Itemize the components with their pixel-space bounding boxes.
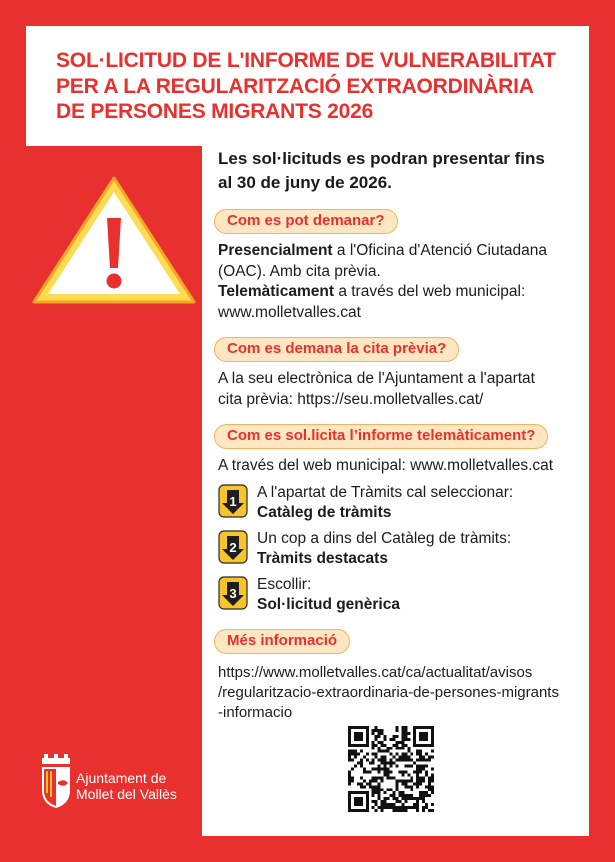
step-2-arrow-icon [218,530,248,564]
more-info-url-line-3: -informacio [218,703,293,721]
svg-text:3: 3 [229,585,237,601]
warning-triangle-icon [26,166,202,306]
step-3-arrow-icon [218,576,248,610]
appointment-line-1: A la seu electrònica de l'Ajuntament a l'apartat [218,370,535,387]
section-heading-appointment: Com es demana la cita prèvia? [214,337,459,362]
more-info-url-line-2: /regularitzacio-extraordinaria-de-persones-migrants [218,683,559,701]
logo-line-2: Mollet del Vallès [76,786,177,802]
step-text [257,529,511,569]
section-more-info [218,629,583,723]
municipality-logo-text [76,770,177,802]
online-label: Telemàticament [218,283,335,300]
section-how-to-request [218,209,583,323]
step-2-target: Tràmits destacats [257,549,388,567]
coat-of-arms-icon [36,752,76,822]
step-1-instruction: A l'apartat de Tràmits cal seleccionar: [257,483,514,501]
step-1-target: Catàleg de tràmits [257,503,392,521]
appointment-line-2[interactable]: cita prèvia: https://seu.molletvalles.cat/ [218,390,484,408]
section-heading-online-request: Com es sol.licita l’informe telemàticament? [214,424,548,449]
how-to-request-text [218,241,583,323]
online-text: a través del web municipal: [334,283,526,300]
deadline-line-2: al 30 de juny de 2026. [218,173,392,192]
title-line-1: SOL·LICITUD DE L'INFORME DE VULNERABILITAT [56,49,556,72]
svg-text:1: 1 [229,493,237,509]
website-link[interactable]: www.molletvalles.cat [218,303,361,321]
qr-code[interactable] [348,726,434,812]
section-heading-how-to-request: Com es pot demanar? [214,209,398,234]
deadline-line-1: Les sol·licituds es podran presentar fins [218,149,545,168]
svg-text:2: 2 [229,539,237,555]
section-appointment [218,337,583,410]
appointment-text [218,369,583,410]
step-item [218,529,583,569]
deadline-notice [218,147,583,195]
step-3-target: Sol·licitud genèrica [257,595,400,613]
section-online-request [218,424,583,615]
main-content [218,144,583,723]
page-title [56,48,576,125]
step-text [257,575,400,615]
step-text [257,483,513,523]
step-2-instruction: Un cop a dins del Catàleg de tràmits: [257,529,512,547]
section-heading-more-info: Més informació [214,629,350,654]
online-request-intro: A través del web municipal: www.molletvalles.cat [218,457,554,474]
step-3-instruction: Escollir: [257,575,312,593]
step-1-arrow-icon [218,484,248,518]
logo-line-1: Ajuntament de [76,770,167,786]
more-info-url-line-1: https://www.molletvalles.cat/ca/actualitat/avisos [218,663,533,681]
in-person-text-2: (OAC). Amb cita prèvia. [218,262,381,280]
title-line-2: PER A LA REGULARITZACIÓ EXTRAORDINÀRIA [56,74,534,98]
poster-sheet [26,26,589,836]
step-item [218,483,583,523]
more-info-link[interactable] [218,663,583,723]
title-line-3: DE PERSONES MIGRANTS 2026 [56,100,374,123]
step-item [218,575,583,615]
in-person-label: Presencialment [218,242,333,259]
in-person-text: a l'Oficina d'Atenció Ciutadana [332,242,548,259]
